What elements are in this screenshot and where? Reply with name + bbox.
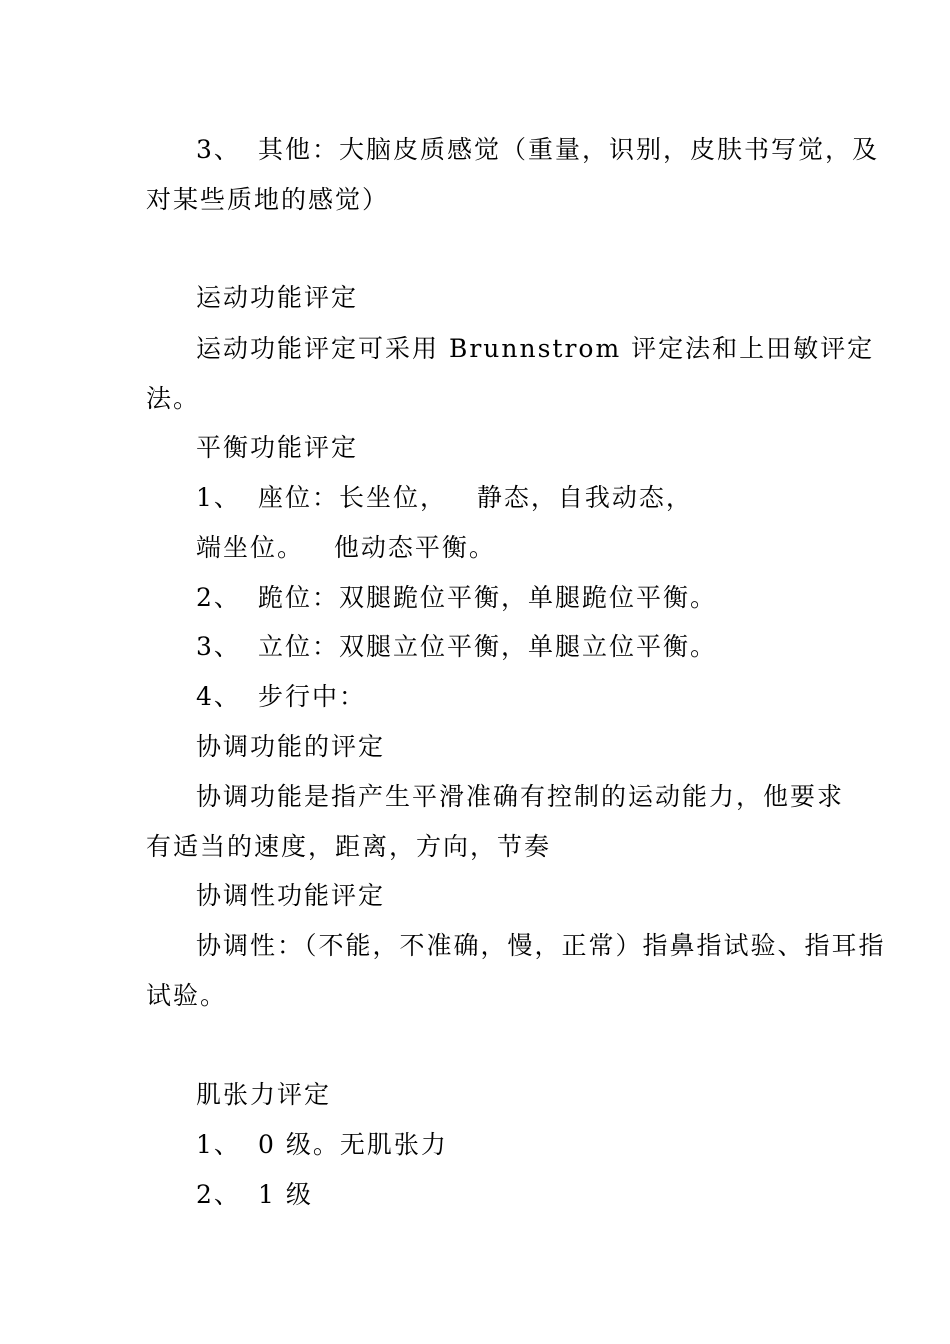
paragraph-coordination-assessment: 协调性：（不能，不准确，慢，正常）指鼻指试验、指耳指 xyxy=(196,931,886,960)
list-number: 2、 xyxy=(196,1180,241,1209)
paragraph-coordination: 协调功能是指产生平滑准确有控制的运动能力，他要求 xyxy=(196,782,845,811)
list-number: 3、 xyxy=(196,632,241,661)
list-item-continuation: 端坐位。 他动态平衡。 xyxy=(196,533,496,562)
heading-coordination: 协调功能的评定 xyxy=(196,732,386,761)
heading-muscle-tone: 肌张力评定 xyxy=(196,1080,332,1109)
list-text: 座位：长坐位， 静态，自我动态， xyxy=(258,483,693,512)
heading-motor: 运动功能评定 xyxy=(196,283,359,312)
list-number: 3、 xyxy=(196,135,241,164)
paragraph-continuation: 有适当的速度，距离，方向，节奏 xyxy=(146,832,552,861)
paragraph-text: 其他：大脑皮质感觉（重量，识别，皮肤书写觉，及 xyxy=(258,135,880,164)
list-text: 0 级。无肌张力 xyxy=(258,1130,448,1159)
list-item xyxy=(196,583,717,613)
list-item xyxy=(196,632,717,662)
list-text: 步行中： xyxy=(258,682,367,711)
list-item xyxy=(196,682,366,712)
paragraph-continuation: 对某些质地的感觉） xyxy=(146,185,390,214)
paragraph-other-sense xyxy=(196,135,879,165)
list-number: 1、 xyxy=(196,1130,241,1159)
list-number: 1、 xyxy=(196,483,241,512)
list-item xyxy=(196,1180,313,1210)
paragraph-continuation: 法。 xyxy=(146,384,201,413)
list-text: 1 级 xyxy=(258,1180,313,1209)
heading-balance: 平衡功能评定 xyxy=(196,433,359,462)
paragraph-motor: 运动功能评定可采用 Brunnstrom 评定法和上田敏评定 xyxy=(196,334,875,363)
list-text: 跪位：双腿跪位平衡，单腿跪位平衡。 xyxy=(258,583,718,612)
list-item xyxy=(196,1130,448,1160)
list-number: 4、 xyxy=(196,682,241,711)
list-item xyxy=(196,483,693,513)
paragraph-continuation: 试验。 xyxy=(146,981,228,1010)
heading-coordination-assessment: 协调性功能评定 xyxy=(196,881,386,910)
list-number: 2、 xyxy=(196,583,241,612)
list-text: 立位：双腿立位平衡，单腿立位平衡。 xyxy=(258,632,718,661)
